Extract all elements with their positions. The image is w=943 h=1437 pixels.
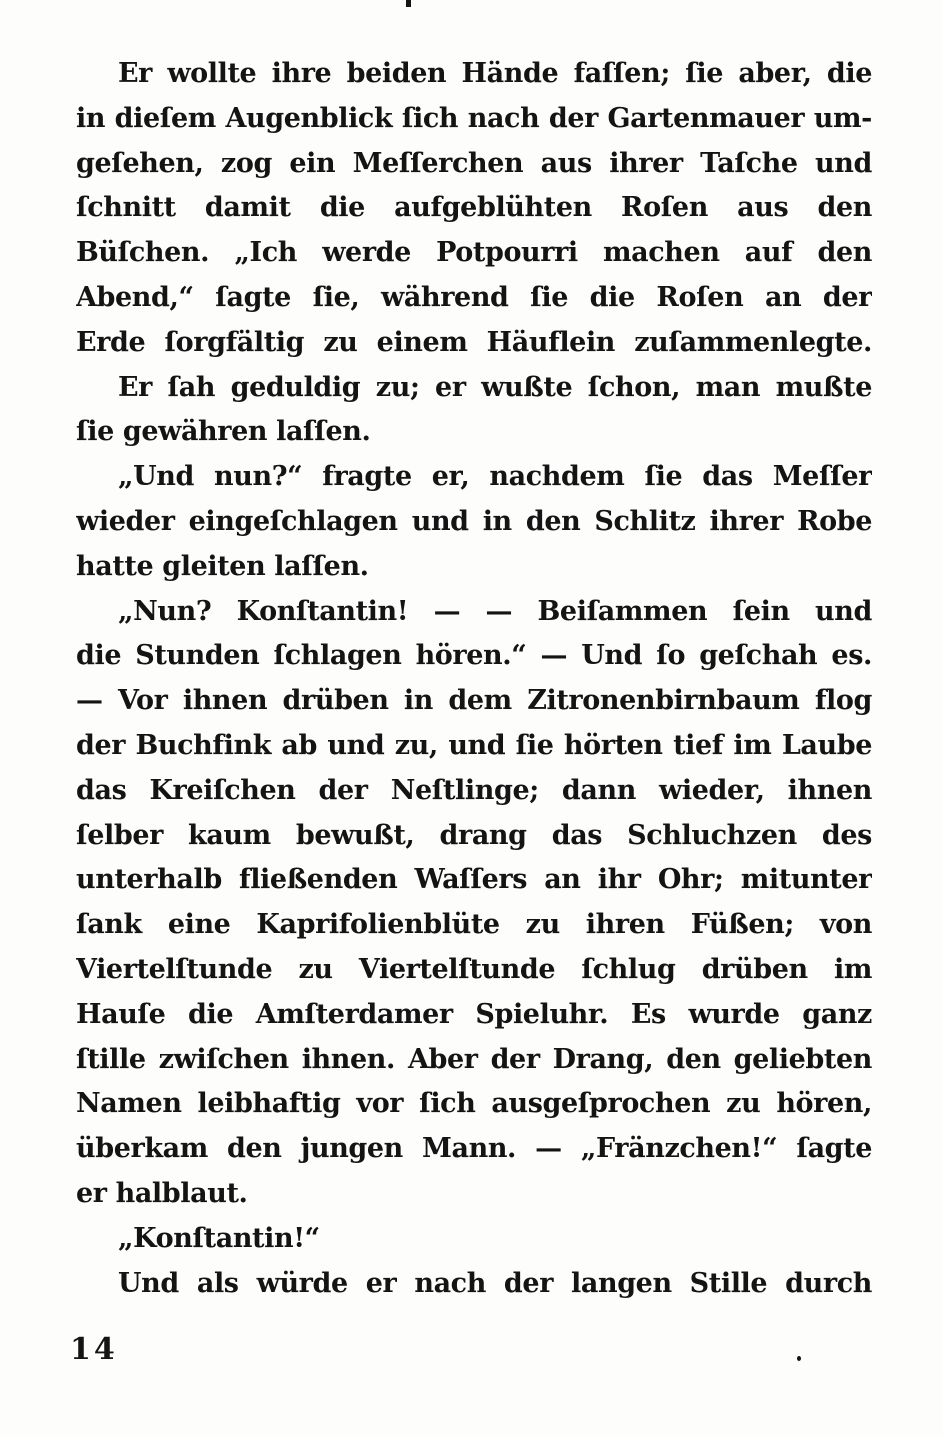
text-line: Büſchen. „Ich werde Potpourri machen auf den [76, 237, 872, 269]
text-line: unterhalb fließenden Waſſers an ihr Ohr; mitunter [76, 864, 872, 896]
text-line: „Und nun?“ fragte er, nachdem ſie das Meſſer [118, 461, 872, 493]
text-line: ſtille zwiſchen ihnen. Aber der Drang, den geliebten [76, 1043, 872, 1075]
text-line: wieder eingeſchlagen und in den Schlitz ihrer Robe [76, 505, 872, 537]
scan-artifact-speck [797, 1356, 801, 1361]
text-line: überkam den jungen Mann. — „Fränzchen!“ ſagte [76, 1133, 872, 1165]
text-line: — Vor ihnen drüben in dem Zitronenbirnbaum flog [76, 685, 872, 717]
text-line: hatte gleiten laſſen. [76, 550, 369, 582]
text-line: der Buchfink ab und zu, und ſie hörten tief im Laube [76, 729, 872, 761]
text-line: Namen leibhaftig vor ſich ausgeſprochen zu hören, [76, 1088, 872, 1120]
text-line: Er ſah geduldig zu; er wußte ſchon, man mußte [118, 371, 872, 403]
text-line: „Konſtantin!“ [118, 1222, 320, 1254]
text-line: Erde ſorgfältig zu einem Häuflein zuſammenlegte. [76, 326, 872, 358]
text-line: Viertelſtunde zu Viertelſtunde ſchlug drüben im [76, 953, 872, 985]
text-line: Und als würde er nach der langen Stille durch [118, 1267, 872, 1299]
body-text [76, 52, 872, 1306]
text-line: Abend,“ ſagte ſie, während ſie die Roſen an der [76, 281, 872, 313]
scan-artifact-top-tick [406, 0, 411, 7]
text-line: ſelber kaum bewußt, drang das Schluchzen des [76, 819, 872, 851]
text-line: das Kreiſchen der Neſtlinge; dann wieder, ihnen [76, 774, 872, 806]
text-line: geſehen, zog ein Meſſerchen aus ihrer Taſche und [76, 147, 872, 179]
text-line: ſie gewähren laſſen. [76, 416, 371, 448]
text-line: ſank eine Kaprifolienblüte zu ihren Füßen; von [76, 909, 872, 941]
text-line: „Nun? Konſtantin! — — Beiſammen ſein und [118, 595, 872, 627]
text-line: die Stunden ſchlagen hören.“ — Und ſo geſchah es. [76, 640, 872, 672]
page-number: 14 [70, 1332, 118, 1367]
text-line: Hauſe die Amſterdamer Spieluhr. Es wurde ganz [76, 998, 872, 1030]
text-line: er halblaut. [76, 1177, 248, 1209]
text-line: in dieſem Augenblick ſich nach der Gartenmauer um- [76, 102, 872, 134]
text-line: Er wollte ihre beiden Hände faſſen; ſie aber, die [118, 58, 872, 89]
text-line: ſchnitt damit die aufgeblühten Roſen aus den [76, 192, 872, 224]
